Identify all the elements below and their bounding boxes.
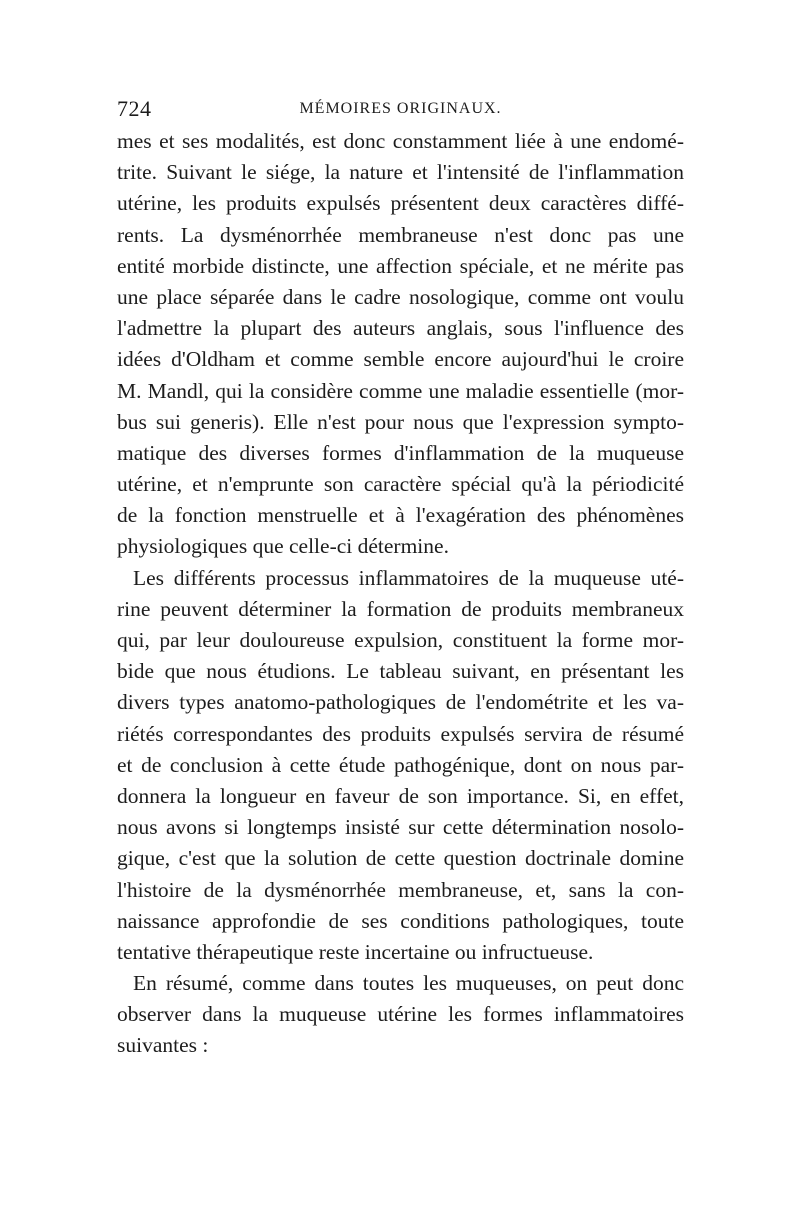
text-line: et de conclusion à cette étude pathogénique, dont on nous par-: [117, 752, 684, 777]
text-line: bide que nous étudions. Le tableau suivant, en présentant les: [117, 659, 684, 684]
text-line: gique, c'est que la solution de cette question doctrinale domine: [117, 846, 684, 871]
text-line: rents. La dysménorrhée membraneuse n'est donc pas une: [117, 222, 684, 247]
paragraph-end-line: suivantes :: [117, 1033, 209, 1058]
text-line: bus sui generis). Elle n'est pour nous que l'expression sympto-: [117, 409, 684, 434]
text-line: M. Mandl, qui la considère comme une maladie essentielle (mor-: [117, 378, 684, 403]
text-line: de la fonction menstruelle et à l'exagération des phénomènes: [117, 503, 684, 528]
text-line: l'histoire de la dysménorrhée membraneuse, et, sans la con-: [117, 877, 684, 902]
paragraph-start-line: Les différents processus inflammatoires de la muqueuse uté-: [133, 565, 684, 590]
text-line: qui, par leur douloureuse expulsion, constituent la forme mor-: [117, 628, 684, 652]
paragraph-start-line: En résumé, comme dans toutes les muqueuses, on peut donc: [133, 971, 684, 996]
text-line: entité morbide distincte, une affection spéciale, et ne mérite pas: [117, 253, 684, 278]
text-line: une place séparée dans le cadre nosologique, comme ont voulu: [117, 284, 684, 309]
running-head: MÉMOIRES ORIGINAUX.: [299, 100, 502, 117]
page-header: [117, 96, 684, 124]
text-line: riétés correspondantes des produits expulsés servira de résumé: [117, 721, 684, 746]
text-line: l'admettre la plupart des auteurs anglais, sous l'influence des: [117, 316, 684, 341]
body-text: [117, 126, 684, 1062]
text-line: utérine, et n'emprunte son caractère spécial qu'à la périodicité: [117, 472, 684, 497]
text-line: naissance approfondie de ses conditions pathologiques, toute: [117, 908, 684, 933]
text-line: utérine, les produits expulsés présentent deux caractères diffé-: [117, 191, 684, 216]
text-line: divers types anatomo-pathologiques de l'endométrite et les va-: [117, 690, 684, 715]
text-line: nous avons si longtemps insisté sur cette détermination nosolo-: [117, 815, 684, 840]
page-number: 724: [117, 96, 152, 121]
text-line: trite. Suivant le siége, la nature et l'intensité de l'inflammation: [117, 160, 684, 185]
text-line: rine peuvent déterminer la formation de produits membraneux: [117, 596, 684, 621]
text-line: matique des diverses formes d'inflammation de la muqueuse: [117, 440, 684, 465]
text-line: observer dans la muqueuse utérine les formes inflammatoires: [117, 1002, 684, 1027]
paragraph-end-line: tentative thérapeutique reste incertaine ou infructueuse.: [117, 939, 594, 964]
text-line: donnera la longueur en faveur de son importance. Si, en effet,: [117, 783, 684, 808]
paragraph-end-line: physiologiques que celle-ci détermine.: [117, 534, 449, 559]
text-line: idées d'Oldham et comme semble encore aujourd'hui le croire: [117, 347, 684, 372]
text-line: mes et ses modalités, est donc constamment liée à une endomé-: [117, 129, 684, 153]
